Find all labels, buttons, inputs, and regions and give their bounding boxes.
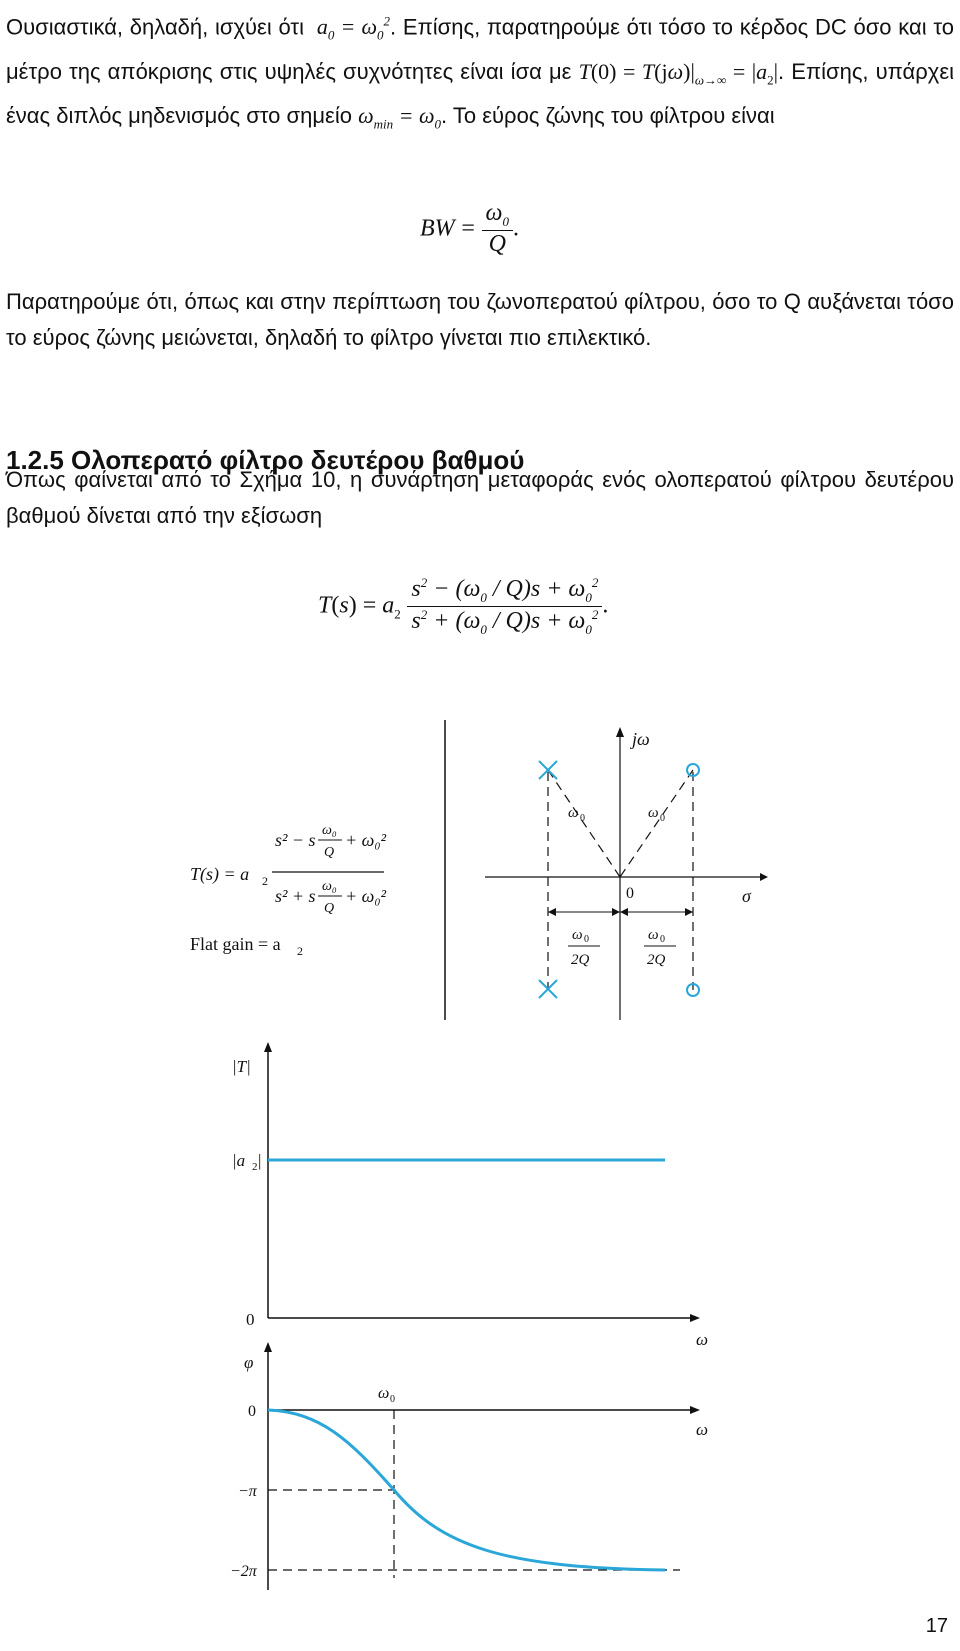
mag-x-label: ω xyxy=(696,1330,709,1349)
paragraph-2: Παρατηρούμε ότι, όπως και στην περίπτωση του ζωνοπερατού φίλτρου, όσο το Q αυξάνεται τόσο το εύρος ζώνης μειώνεται, δηλαδή το φίλτρο γίνεται πιο επιλεκτικό. xyxy=(6,289,954,350)
eq-t0-tjw: T xyxy=(578,58,591,84)
svg-text:0: 0 xyxy=(580,813,585,824)
mag-y-label: |T| xyxy=(232,1057,251,1076)
paragraph-1: Ουσιαστικά, δηλαδή, ισχύει ότι $a_0 = \omega_0^2$. Επίσης, παρατηρούμε ότι τόσο το κέρδος DC όσο και το μέτρο της απόκρισης στις υψηλές συχνότητες είναι ίσα με $T(0) = T(j\omega)|_{\omega\to\infty} = |a_2|$. Επίσης, υπάρχει ένας διπλός μηδενισμός στο σημείο $\omega_{min} = \omega_0$. Το εύρος ζώνης του φίλτρου είναι xyxy=(6,14,955,132)
svg-text:0: 0 xyxy=(584,934,589,945)
w0-left-label: ω xyxy=(568,805,579,821)
svg-text:+ ω₀²: + ω₀² xyxy=(345,886,387,906)
phase-tick-pi: −π xyxy=(238,1483,257,1500)
equation-bandwidth: BW = $\frac{\omega_0}{Q}$ . xyxy=(420,200,519,257)
svg-text:+ ω₀²: + ω₀² xyxy=(345,830,387,850)
svg-text:0: 0 xyxy=(660,934,665,945)
dim-left-den: 2Q xyxy=(571,952,590,968)
svg-text:Q: Q xyxy=(324,845,335,860)
p1-text-3: . Επίσης, υπάρχει ένας διπλός μηδενισμός στο σημείο xyxy=(6,58,955,129)
phase-y-label: φ xyxy=(244,1353,254,1372)
pz-origin: 0 xyxy=(626,885,634,902)
equation-transfer: $T(s) = a_2$ $\frac{s^2 - (\omega_0 / Q)s + \omega_0^2}{s^2 + (\omega_0 / Q)s + \omega_0^2}$ . xyxy=(318,575,609,637)
pole-zero-diagram xyxy=(445,720,768,1020)
sigma-axis-label: σ xyxy=(742,886,751,906)
w0-right-label: ω xyxy=(648,805,659,821)
svg-text:|: | xyxy=(258,1151,262,1170)
fig-ts-label: T(s) = a xyxy=(190,864,250,884)
fig-flat-gain: Flat gain = a xyxy=(190,934,281,954)
p1-text-2: . Επίσης, παρατηρούμε ότι τόσο το κέρδος DC όσο και το μέτρο της απόκρισης στις υψηλές συχνότητες είναι ίσα με xyxy=(6,14,954,84)
svg-text:2: 2 xyxy=(297,944,303,958)
figure-transfer-function xyxy=(190,823,387,958)
phase-plot xyxy=(230,1342,708,1590)
magnitude-plot xyxy=(232,1042,708,1349)
svg-text:2: 2 xyxy=(252,1161,258,1173)
phase-x-label: ω xyxy=(696,1420,709,1439)
svg-text:0: 0 xyxy=(660,813,665,824)
eq-a0-w0sq: $a_0 = \omega_0^2$ xyxy=(310,14,391,43)
page-number: 17 xyxy=(925,1615,948,1637)
phase-w0-label: ω xyxy=(378,1385,390,1402)
mag-level-label: |a xyxy=(232,1151,246,1170)
dim-right-num: ω xyxy=(648,927,659,943)
eq-wmin: $\omega_{min} = \omega_0$ xyxy=(358,103,442,132)
paragraph-3: Όπως φαίνεται από το Σχήμα 10, η συνάρτηση μεταφοράς ενός ολοπερατού φίλτρου δευτέρου βαθμού δίνεται από την εξίσωση xyxy=(6,467,954,528)
svg-text:s² + s: s² + s xyxy=(275,886,316,906)
svg-text:s² − s: s² − s xyxy=(275,830,316,850)
jw-axis-label: jω xyxy=(632,729,650,749)
svg-text:ω₀: ω₀ xyxy=(322,823,337,838)
dim-left-num: ω xyxy=(572,927,583,943)
svg-text:Q: Q xyxy=(324,901,335,916)
phase-tick-zero: 0 xyxy=(248,1403,256,1420)
dim-right-den: 2Q xyxy=(647,952,666,968)
svg-text:ω₀: ω₀ xyxy=(322,879,337,894)
p1-text-4: . Το εύρος ζώνης του φίλτρου είναι xyxy=(441,103,775,129)
svg-text:2: 2 xyxy=(262,874,268,888)
section-heading: 1.2.5 Ολοπερατό φίλτρο δευτέρου βαθμού xyxy=(6,445,525,475)
svg-text:0: 0 xyxy=(390,1394,395,1405)
mag-origin: 0 xyxy=(246,1310,255,1329)
p1-text-1: Ουσιαστικά, δηλαδή, ισχύει ότι xyxy=(6,14,304,40)
phase-tick-2pi: −2π xyxy=(230,1563,257,1580)
phase-curve xyxy=(268,1410,665,1570)
